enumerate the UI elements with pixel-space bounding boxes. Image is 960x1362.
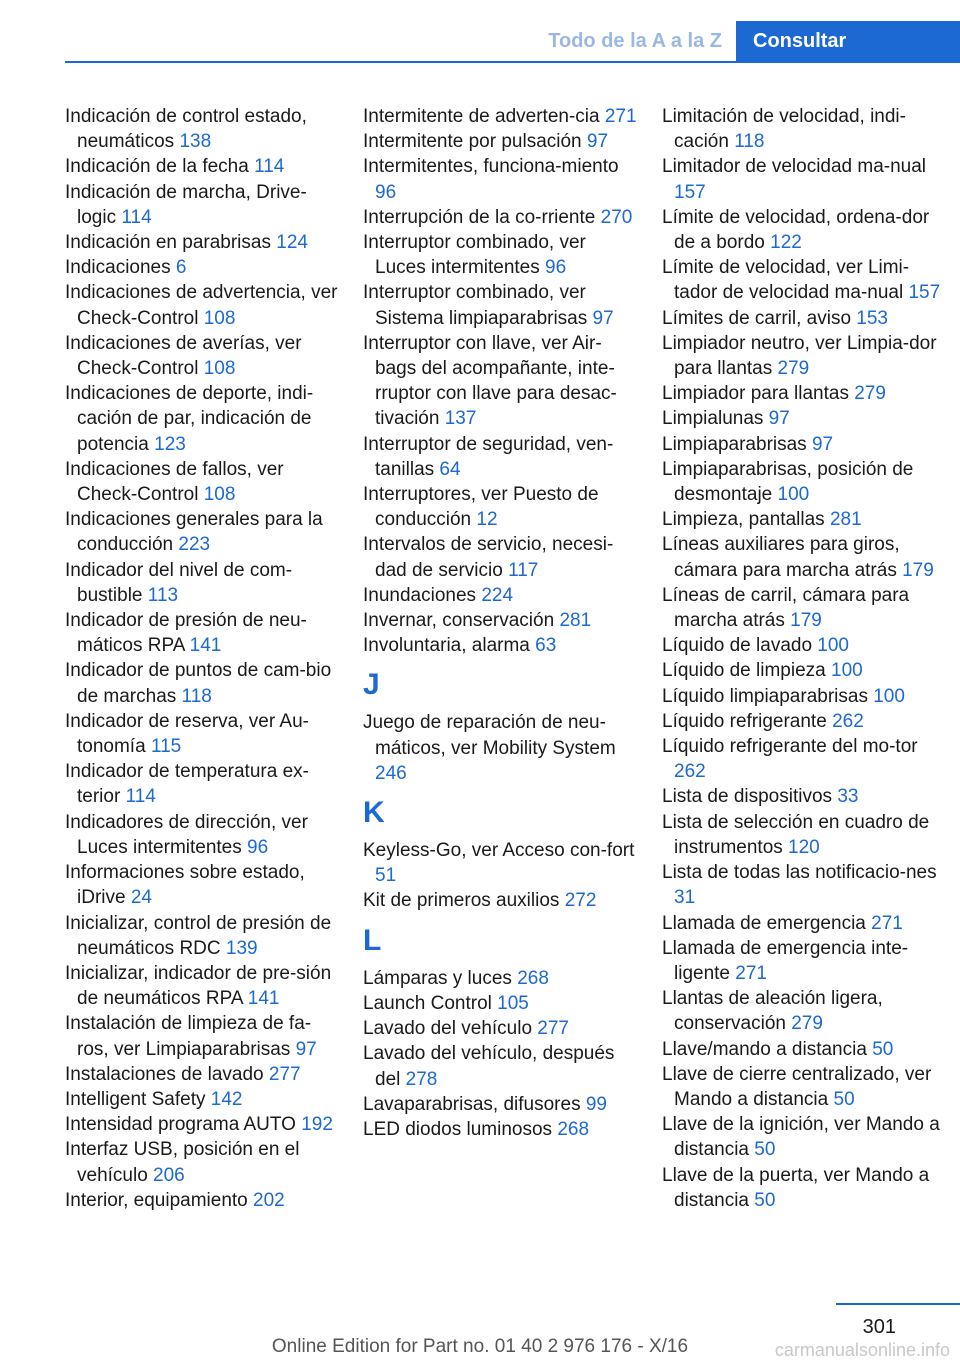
index-entry [662,709,952,734]
index-entry-text: Indicación en parabrisas [65,232,277,254]
index-entry [65,608,340,658]
index-entry-text: Inicializar, control de presión de neumáticos RDC [65,912,332,959]
index-entry [65,280,340,330]
page-reference-link[interactable]: 179 [902,559,934,581]
index-entry-text: Indicación de marcha, Drive‐logic [65,181,307,228]
index-entry [65,1188,340,1213]
index-entry-text: Lista de selección en cuadro de instrumentos [662,811,930,858]
page-reference-link[interactable]: 113 [147,584,179,606]
index-entry-text: Instalaciones de lavado [65,1063,269,1085]
index-entry-text: Indicación de control estado, neumáticos [65,106,307,153]
page-reference-link[interactable]: 97 [586,131,609,153]
index-entry-text: Inicializar, indicador de pre‐sión de neumáticos RPA [65,962,332,1010]
index-entry-text: Llave de la puerta, ver Mando a distancia [662,1164,930,1211]
page-reference-link[interactable]: 271 [604,106,637,127]
index-entry [662,734,952,784]
index-entry [65,457,340,507]
edition-note: Online Edition for Part no. 01 40 2 976 176 - X/16 [271,1336,689,1357]
index-entry-text: Limpiador neutro, ver Limpia‐dor para llantas [662,332,937,380]
page-reference-link[interactable]: 100 [777,484,810,506]
index-entry [662,532,952,582]
index-entry-text: Líquido limpiaparabrisas [662,685,874,707]
index-column-3 [662,104,952,1213]
page-reference-link[interactable]: 124 [276,232,308,254]
index-entry-text: Launch Control [363,992,498,1014]
page-reference-link[interactable]: 33 [837,786,859,808]
index-entry-text: Limpiaparabrisas [662,433,812,455]
page-reference-link[interactable]: 206 [153,1164,185,1186]
index-entry [65,1112,340,1137]
index-entry-text: Limpialunas [662,408,769,430]
index-entry-text: Limitación de velocidad, indi‐cación [662,106,906,153]
index-entry-text: Llave/mando a distancia [662,1038,873,1060]
index-entry [65,1087,340,1112]
page-reference-link[interactable]: 202 [253,1189,285,1211]
index-entry [65,1137,340,1187]
index-entry [662,986,952,1036]
page-reference-link[interactable]: 96 [545,257,567,279]
index-entry-text: Inundaciones [363,584,482,606]
header-divider [65,61,960,63]
index-entry [363,532,638,582]
page-reference-link[interactable]: 118 [181,685,212,707]
page-reference-link[interactable]: 51 [375,865,397,887]
index-column-2 [363,104,638,1142]
index-entry [662,936,952,986]
index-entry-text: Llantas de aleación ligera, conservación [662,988,883,1035]
index-entry [662,104,952,154]
index-entry [662,507,952,532]
page-reference-link[interactable]: 270 [600,206,633,228]
page-reference-link[interactable]: 246 [375,762,407,784]
index-entry [662,784,952,809]
page-reference-link[interactable]: 50 [754,1189,776,1211]
index-entry-text: Límite de velocidad, ordena‐dor de a bordo [662,206,930,254]
index-entry-text: Intensidad programa AUTO [65,1114,302,1136]
page-reference-link[interactable]: 271 [871,912,903,934]
index-entry [662,1163,952,1213]
page-reference-link[interactable]: 141 [247,988,280,1010]
page-reference-link[interactable]: 115 [150,736,182,758]
index-entry [662,432,952,457]
page-reference-link[interactable]: 137 [444,408,477,430]
index-entry-text: Límites de carril, aviso [662,307,857,329]
index-entry-text: Instalación de limpieza de fa‐ros, ver Limpiaparabrisas [65,1013,312,1060]
index-entry-text: Indicaciones de deporte, indi‐cación de par, indicación de potencia [65,383,314,455]
index-entry [363,1016,638,1041]
index-entry [662,205,952,255]
page-reference-link[interactable]: 6 [175,257,187,279]
index-entry-text: Involuntaria, alarma [363,635,536,657]
page-reference-link[interactable]: 279 [854,383,886,405]
footer-divider [836,1303,960,1305]
index-entry-text: Limpiador para llantas [662,383,855,405]
index-entry-text: Limpiaparabrisas, posición de desmontaje [662,458,914,506]
index-entry [662,154,952,204]
index-entry [65,911,340,961]
index-entry-text: Indicación de la fecha [65,156,255,178]
index-entry [662,331,952,381]
page-reference-link[interactable]: 96 [247,836,269,858]
index-entry-text: Indicador de presión de neu‐máticos RPA [65,610,307,657]
index-entry [662,658,952,683]
page-number: 301 [862,1316,896,1338]
index-entry [363,991,638,1016]
index-entry-text: Líquido de lavado [662,635,818,657]
tab-consultar[interactable]: Consultar [736,21,960,62]
page-reference-link[interactable]: 279 [777,358,810,380]
index-entry-text: Indicaciones [65,257,176,279]
index-entry-text: Llave de la ignición, ver Mando a distancia [662,1114,940,1161]
index-entry-text: Indicador de reserva, ver Au‐tonomía [65,710,309,758]
index-entry-text: Llamada de emergencia [662,912,872,934]
index-entry [363,1092,638,1117]
index-entry [65,1062,340,1087]
index-entry-text: Lámparas y luces [363,967,518,989]
page-reference-link[interactable]: 179 [790,610,822,632]
page-reference-link[interactable]: 268 [557,1118,590,1140]
index-entry [363,230,638,280]
index-letter-heading: K [363,796,385,830]
page-reference-link[interactable]: 99 [585,1093,607,1115]
index-entry [363,104,638,129]
index-entry-text: Indicador del nivel de com‐bustible [65,559,293,606]
index-entry [363,1117,638,1142]
index-entry [65,104,340,154]
index-entry [65,658,340,708]
index-entry [662,583,952,633]
page-reference-link[interactable]: 153 [856,307,888,329]
page-reference-link[interactable]: 281 [559,610,592,632]
index-entry-text: Líneas de carril, cámara para marcha atrás [662,584,910,632]
index-entry-text: Intermitente de adverten‐cia [363,106,605,127]
index-entry [65,860,340,910]
index-entry [363,583,638,608]
index-entry-text: Intervalos de servicio, necesi‐dad de servicio [363,534,614,581]
index-entry [65,558,340,608]
index-entry-text: Interrupción de la co‐rriente [363,206,601,228]
index-entry [363,154,638,204]
page-reference-link[interactable]: 97 [811,433,834,455]
index-entry-text: Interruptor de seguridad, ven‐tanillas [363,433,614,480]
index-entry-text: Intermitente por pulsación [363,131,587,153]
index-entry [662,684,952,709]
index-entry-text: Interruptores, ver Puesto de conducción [363,484,599,531]
index-entry-text: Interruptor combinado, ver Sistema limpiaparabrisas [363,282,593,329]
index-entry-text: Líquido de limpieza [662,660,831,682]
index-entry-text: LED diodos luminosos [363,1118,558,1140]
index-entry [65,154,340,179]
page-reference-link[interactable]: 96 [375,181,397,203]
index-entry [65,1011,340,1061]
page-reference-link[interactable]: 278 [405,1068,438,1090]
page-reference-link[interactable]: 123 [154,433,186,455]
index-entry [662,860,952,910]
page-reference-link[interactable]: 100 [817,635,849,657]
index-entry [662,1112,952,1162]
page-reference-link[interactable]: 12 [476,509,498,531]
index-entry-text: Indicaciones de averías, ver Check-Control [65,332,302,380]
page-reference-link[interactable]: 277 [537,1018,569,1040]
index-entry [363,608,638,633]
page-reference-link[interactable]: 272 [564,890,597,912]
index-entry [363,838,638,888]
index-entry [662,255,952,305]
index-entry-text: Intermitentes, funciona‐miento [363,156,619,178]
index-entry-text: Indicadores de dirección, ver Luces intermitentes [65,811,308,858]
page-reference-link[interactable]: 262 [832,710,864,732]
index-entry [65,810,340,860]
page-reference-link[interactable]: 271 [735,962,767,984]
index-entry-text: Interfaz USB, posición en el vehículo [65,1139,300,1186]
index-entry-text: Indicaciones de advertencia, ver Check-Control [65,282,338,329]
page-reference-link[interactable]: 97 [295,1038,317,1060]
index-entry [65,507,340,557]
index-entry-text: Llave de cierre centralizado, ver Mando a distancia [662,1063,932,1110]
index-entry-text: Informaciones sobre estado, iDrive [65,862,305,909]
index-entry [662,633,952,658]
index-entry [65,961,340,1011]
index-entry [363,482,638,532]
index-entry [65,709,340,759]
index-entry-text: Lista de dispositivos [662,786,838,808]
index-entry [65,180,340,230]
page-reference-link[interactable]: 108 [203,358,236,380]
index-entry [363,888,638,913]
page-reference-link[interactable]: 157 [908,282,941,304]
index-entry [662,810,952,860]
page-reference-link[interactable]: 100 [873,685,905,707]
index-entry-text: Llamada de emergencia inte‐ligente [662,937,909,984]
page-reference-link[interactable]: 268 [517,967,549,989]
index-entry-text: Kit de primeros auxilios [363,890,565,912]
page-reference-link[interactable]: 114 [125,786,156,808]
page-reference-link[interactable]: 262 [674,761,706,783]
index-entry-text: Limpieza, pantallas [662,509,830,531]
index-entry [662,381,952,406]
page-reference-link[interactable]: 142 [210,1088,243,1110]
index-entry [65,255,340,280]
index-entry [662,1062,952,1112]
page-reference-link[interactable]: 105 [497,992,529,1014]
page-reference-link[interactable]: 97 [592,307,614,329]
index-entry-text: Líquido refrigerante [662,710,833,732]
index-entry-text: Lavaparabrisas, difusores [363,1093,586,1115]
index-entry [662,1037,952,1062]
index-entry [363,432,638,482]
page-reference-link[interactable]: 157 [674,181,706,203]
index-entry-text: Interruptor combinado, ver Luces intermitentes [363,232,586,279]
index-entry-text: Intelligent Safety [65,1088,211,1110]
page-reference-link[interactable]: 139 [225,937,258,959]
page-reference-link[interactable]: 108 [203,484,236,506]
index-entry [363,205,638,230]
index-entry [65,381,340,457]
index-entry-text: Líquido refrigerante del mo‐tor [662,736,918,758]
page-reference-link[interactable]: 223 [178,534,211,556]
index-entry-text: Interior, equipamiento [65,1189,254,1211]
index-entry [363,280,638,330]
index-entry [363,710,638,786]
index-entry [662,457,952,507]
index-letter-heading: J [363,668,380,702]
page-header [0,0,960,64]
page-reference-link[interactable]: 224 [481,584,514,606]
index-entry [65,759,340,809]
index-entry-text: Keyless-Go, ver Acceso con‐fort [363,840,635,862]
index-entry-text: Indicaciones de fallos, ver Check-Control [65,458,284,506]
index-entry-text: Interruptor con llave, ver Air‐bags del acompañante, inte‐rruptor con llave para desac‐tivación [363,332,617,430]
index-entry [65,230,340,255]
page-reference-link[interactable]: 138 [179,131,212,153]
page-reference-link[interactable]: 118 [734,131,765,153]
index-entry-text: Líneas auxiliares para giros, cámara para marcha atrás [662,534,903,581]
index-entry [363,1041,638,1091]
page-reference-link[interactable]: 64 [439,458,461,480]
page-reference-link[interactable]: 63 [535,635,557,657]
index-entry-text: Limitador de velocidad ma‐nual [662,156,927,178]
index-entry-text: Indicador de puntos de cam‐bio de marchas [65,660,332,707]
index-entry-text: Lavado del vehículo, después del [363,1043,615,1090]
page-reference-link[interactable]: 279 [791,1013,823,1035]
index-column-1 [65,104,340,1213]
index-entry-text: Lista de todas las notificacio‐nes [662,862,937,884]
index-entry-text: Indicador de temperatura ex‐terior [65,761,309,808]
index-entry-text: Invernar, conservación [363,610,560,632]
index-entry [662,911,952,936]
section-title: Todo de la A a la Z [548,30,722,52]
page-reference-link[interactable]: 117 [508,559,539,581]
page-reference-link[interactable]: 114 [254,156,285,178]
index-letter-heading: L [363,923,382,957]
index-entry-text: Límite de velocidad, ver Limi‐tador de velocidad ma‐nual [662,257,910,304]
index-entry [662,406,952,431]
page-reference-link[interactable]: 122 [770,232,802,254]
watermark: carmanualsonline.info [774,1340,950,1360]
index-entry-text: Lavado del vehículo [363,1018,538,1040]
page-reference-link[interactable]: 277 [268,1063,301,1085]
index-entry [363,331,638,432]
index-entry [65,331,340,381]
page-reference-link[interactable]: 120 [788,836,820,858]
page-reference-link[interactable]: 24 [130,887,152,909]
page-reference-link[interactable]: 50 [833,1088,855,1110]
page-reference-link[interactable]: 31 [674,887,696,909]
page-reference-link[interactable]: 100 [831,660,863,682]
index-entry-text: Indicaciones generales para la conducción [65,509,323,556]
index-entry [363,633,638,658]
page-reference-link[interactable]: 97 [768,408,790,430]
index-entry [363,966,638,991]
page-reference-link[interactable]: 281 [829,509,862,531]
page-reference-link[interactable]: 192 [301,1114,333,1136]
index-entry [662,306,952,331]
index-entry [363,129,638,154]
page-reference-link[interactable]: 50 [872,1038,894,1060]
page-reference-link[interactable]: 114 [121,206,152,228]
page-reference-link[interactable]: 141 [189,635,222,657]
page-reference-link[interactable]: 108 [203,307,236,329]
index-entry-text: Juego de reparación de neu‐máticos, ver Mobility System [363,712,616,759]
page-reference-link[interactable]: 50 [754,1139,776,1161]
